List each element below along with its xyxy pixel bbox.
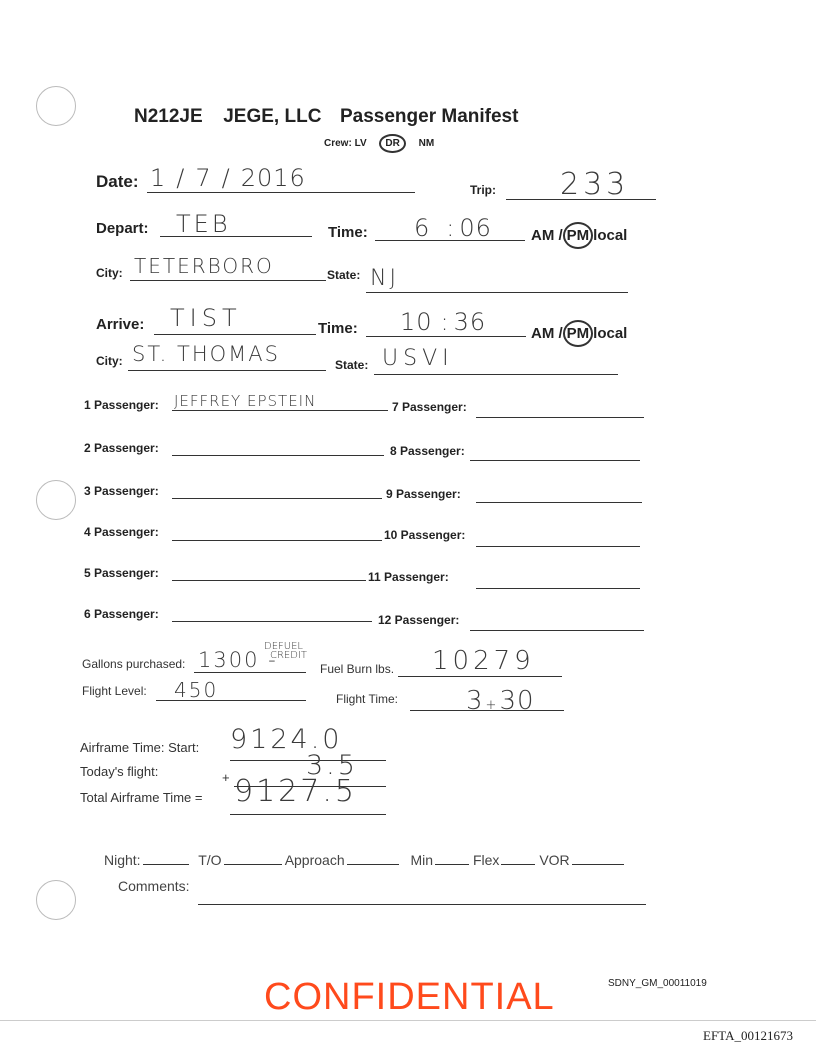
crew-nm: NM	[418, 138, 435, 149]
passenger-9-label: 9 Passenger:	[386, 487, 461, 501]
arrive-time-label: Time:	[318, 320, 358, 337]
passenger-5-line	[172, 580, 366, 581]
passenger-6-line	[172, 621, 372, 622]
passenger-10-label: 10 Passenger:	[384, 528, 466, 542]
passenger-12-line	[470, 630, 644, 631]
depart-pm-circled: PM	[563, 222, 594, 249]
to-label: T/O	[198, 852, 222, 868]
approach-label: Approach	[284, 852, 345, 868]
arrive-state-line	[374, 374, 618, 375]
passenger-1-label: 1 Passenger:	[84, 398, 159, 412]
vor-label: VOR	[539, 852, 570, 868]
gallons-value: 1300 -	[198, 648, 278, 672]
depart-city-line	[130, 280, 326, 281]
comments-line	[198, 904, 646, 905]
gallons-line	[194, 672, 306, 673]
arrive-state-label: State:	[335, 358, 369, 372]
bottom-rule	[0, 1020, 816, 1021]
arrive-time-line	[366, 336, 526, 337]
flex-label: Flex	[472, 852, 500, 868]
arrive-state: USVI	[382, 346, 454, 371]
crew-lv: LV	[354, 138, 367, 149]
passenger-2-line	[172, 455, 384, 456]
depart-state-label: State:	[327, 268, 361, 282]
passenger-6-label: 6 Passenger:	[84, 607, 159, 621]
punch-hole-bottom	[36, 880, 76, 920]
flight-level-value: 450	[174, 678, 219, 702]
arrive-city-label: City:	[96, 354, 123, 368]
passenger-11-label: 11 Passenger:	[368, 570, 449, 584]
passenger-9-line	[476, 502, 642, 503]
fuel-burn-label: Fuel Burn lbs.	[320, 662, 395, 676]
depart-time-label: Time:	[328, 224, 368, 241]
gallons-note: DEFUEL CREDIT	[264, 641, 308, 661]
flight-time-value: 3 +30	[466, 686, 535, 716]
flight-time-label: Flight Time:	[336, 692, 399, 706]
efta-number: EFTA_00121673	[703, 1028, 793, 1043]
night-label: Night:	[104, 852, 141, 868]
punch-hole-middle	[36, 480, 76, 520]
bates-number: SDNY_GM_00011019	[608, 978, 707, 989]
punch-hole-top	[36, 86, 76, 126]
crew-line	[324, 134, 434, 153]
trip-value: 233	[560, 167, 630, 202]
manifest-header	[134, 106, 518, 128]
trip-label: Trip:	[470, 183, 496, 197]
flight-level-label: Flight Level:	[82, 684, 147, 698]
passenger-7-label: 7 Passenger:	[392, 400, 467, 414]
total-airframe-label: Total Airframe Time =	[80, 790, 203, 805]
depart-state-line	[366, 292, 628, 293]
arrive-label: Arrive:	[96, 316, 145, 333]
arrive-city: ST. THOMAS	[132, 342, 280, 366]
date-value: 1 / 7 / 2016	[150, 164, 306, 192]
total-airframe-line	[230, 814, 386, 815]
passenger-2-label: 2 Passenger:	[84, 441, 159, 455]
passenger-3-label: 3 Passenger:	[84, 484, 159, 498]
passenger-8-label: 8 Passenger:	[390, 444, 465, 458]
comments-label: Comments:	[118, 878, 190, 894]
date-line	[147, 192, 415, 193]
depart-city-label: City:	[96, 266, 123, 280]
arrive-line	[154, 334, 316, 335]
flight-checklist	[104, 852, 624, 868]
date-label: Date:	[96, 172, 139, 191]
todays-flight-label: Today's flight:	[80, 764, 159, 779]
airframe-start-value: 9124.0	[230, 724, 343, 755]
page-title: Passenger Manifest	[339, 106, 519, 127]
passenger-4-label: 4 Passenger:	[84, 525, 159, 539]
arrive-airport: TIST	[170, 304, 242, 332]
gallons-label: Gallons purchased:	[82, 657, 186, 671]
passenger-1-line	[172, 410, 388, 411]
depart-time: 6 : 06	[414, 214, 492, 242]
depart-state: NJ	[370, 266, 399, 291]
min-label: Min	[410, 852, 434, 868]
passenger-10-line	[476, 546, 640, 547]
todays-flight-plus: +	[222, 770, 230, 785]
passenger-4-line	[172, 540, 382, 541]
arrive-pm-circled: PM	[563, 320, 594, 347]
passenger-8-line	[470, 460, 640, 461]
passenger-11-line	[476, 588, 640, 589]
confidential-stamp: CONFIDENTIAL	[264, 976, 555, 1018]
total-airframe-value: 9127.5	[234, 774, 357, 809]
passenger-3-line	[172, 498, 382, 499]
passenger-5-label: 5 Passenger:	[84, 566, 159, 580]
arrive-city-line	[128, 370, 326, 371]
depart-ampm: AM / PM local	[531, 222, 627, 249]
crew-dr-circled: DR	[379, 134, 405, 153]
fuel-burn-line	[398, 676, 562, 677]
crew-label: Crew:	[324, 138, 352, 149]
depart-city: TETERBORO	[134, 254, 274, 278]
depart-label: Depart:	[96, 220, 149, 237]
passenger-12-label: 12 Passenger:	[378, 613, 460, 627]
airframe-start-label: Airframe Time: Start:	[80, 740, 200, 755]
arrive-time: 10 : 36	[400, 308, 487, 336]
depart-airport: TEB	[176, 210, 231, 238]
fuel-burn-value: 10279	[432, 646, 535, 676]
passenger-7-line	[476, 417, 644, 418]
tail-number: N212JE	[134, 106, 203, 127]
company-name: JEGE, LLC	[223, 106, 322, 127]
arrive-ampm: AM / PM local	[531, 320, 627, 347]
todays-flight-value: 3.5	[306, 750, 358, 781]
passenger-1-name: JEFFREY EPSTEIN	[174, 392, 317, 410]
